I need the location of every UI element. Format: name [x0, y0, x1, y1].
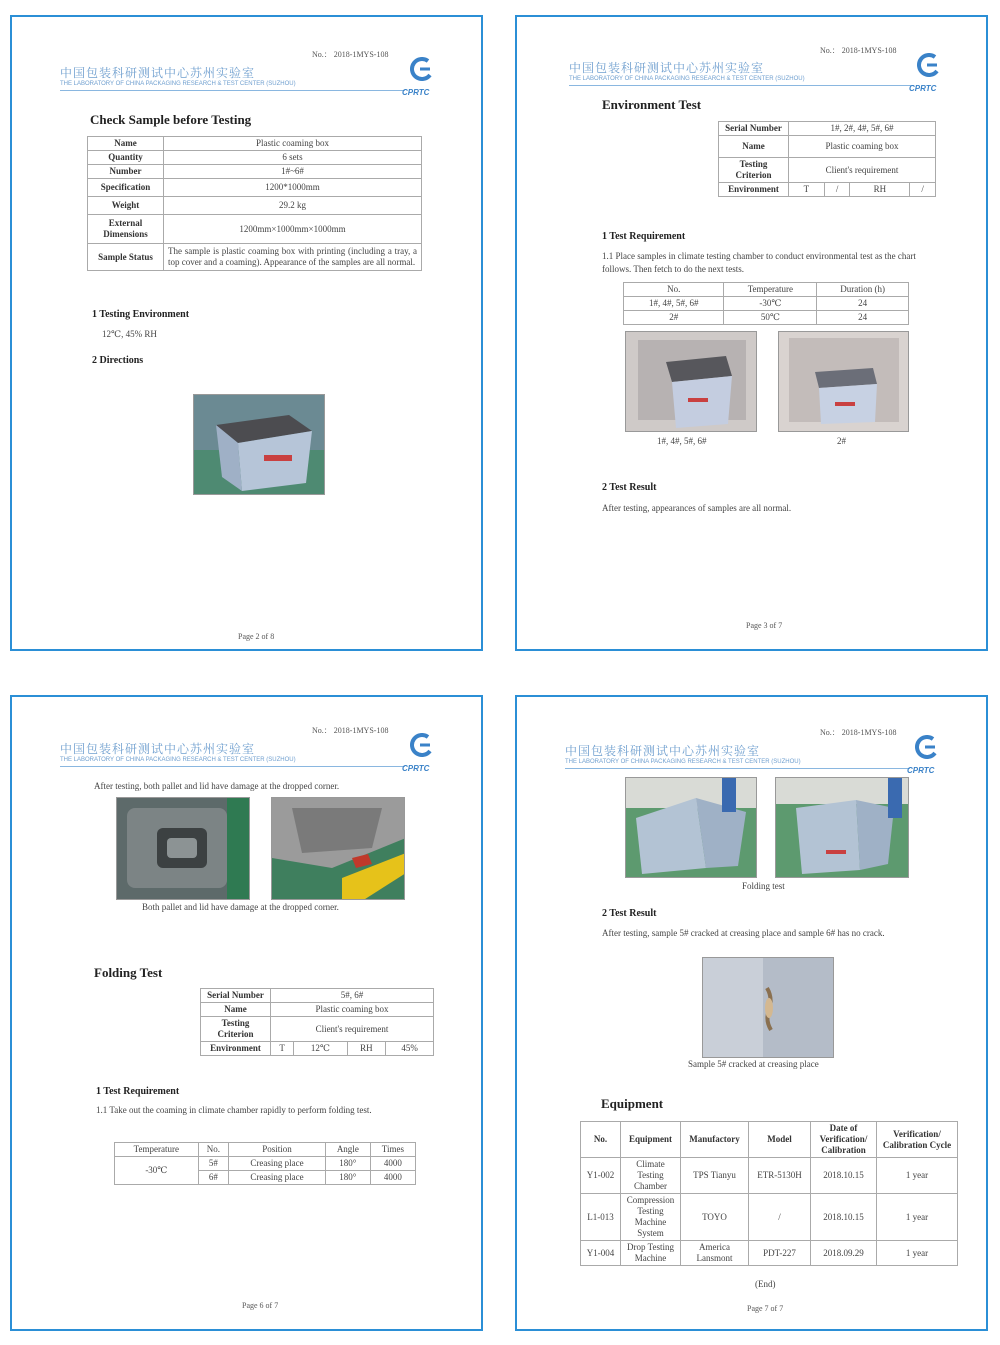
- name-value: Plastic coaming box: [164, 137, 422, 151]
- table-cell: 24: [817, 311, 909, 325]
- environment-label: Environment: [201, 1042, 271, 1056]
- condition-table: [623, 282, 909, 325]
- cprtc-logo: [402, 57, 442, 97]
- table-cell: Creasing place: [229, 1171, 326, 1185]
- requirement-text: 1.1 Place samples in climate testing chamber to conduct environmental test as the chart follows. Then fetch to do the next tests.: [602, 251, 916, 274]
- report-page-2: [10, 15, 483, 651]
- table-row: [88, 137, 422, 151]
- criterion-label: Testing Criterion: [719, 158, 789, 183]
- page-footer: Page 3 of 7: [746, 621, 783, 630]
- name-label: Name: [88, 137, 164, 151]
- section-heading-directions: 2 Directions: [92, 355, 144, 366]
- lab-name-en: THE LABORATORY OF CHINA PACKAGING RESEARCH & TEST CENTER (SUZHOU): [60, 757, 296, 763]
- table-row: [88, 165, 422, 179]
- report-page-7: [515, 695, 988, 1331]
- cprtc-logo-icon: [907, 735, 947, 767]
- temperature-cell: -30℃: [115, 1157, 199, 1185]
- lab-name-en: THE LABORATORY OF CHINA PACKAGING RESEARCH & TEST CENTER (SUZHOU): [569, 76, 805, 82]
- page-footer: Page 2 of 8: [238, 632, 275, 641]
- chamber-photo-cold: [625, 331, 757, 432]
- table-row: [719, 136, 936, 158]
- table-cell: 2018.10.15: [811, 1158, 877, 1194]
- table-cell: 2018.09.29: [811, 1241, 877, 1266]
- page-footer: Page 7 of 7: [747, 1304, 784, 1313]
- cprtc-logo: [907, 735, 947, 775]
- rh-value: 45%: [386, 1042, 434, 1056]
- report-number: No.： 2018-1MYS-108: [820, 46, 897, 55]
- table-cell: 1 year: [877, 1158, 958, 1194]
- lab-name-en: THE LABORATORY OF CHINA PACKAGING RESEARCH & TEST CENTER (SUZHOU): [565, 759, 801, 765]
- environment-label: Environment: [719, 183, 789, 197]
- table-row: [581, 1241, 958, 1266]
- logo-text: CPRTC: [909, 84, 937, 93]
- t-value: /: [824, 183, 850, 197]
- weight-value: 29.2 kg: [164, 197, 422, 215]
- table-cell: 24: [817, 297, 909, 311]
- table-row: [201, 989, 434, 1003]
- table-row: [719, 122, 936, 136]
- column-header: Temperature: [115, 1143, 199, 1157]
- damage-photo-caption: Both pallet and lid have damage at the dropped corner.: [142, 902, 339, 912]
- table-cell: TPS Tianyu: [681, 1158, 749, 1194]
- photo-caption-left: 1#, 4#, 5#, 6#: [657, 436, 707, 446]
- chamber-photo-hot: [778, 331, 909, 432]
- table-row: [88, 197, 422, 215]
- table-cell: Y1-004: [581, 1241, 621, 1266]
- column-header: Manufactory: [681, 1122, 749, 1158]
- table-row: [201, 1017, 434, 1042]
- column-header: Temperature: [724, 283, 817, 297]
- logo-text: CPRTC: [907, 766, 935, 775]
- table-cell: 2#: [624, 311, 724, 325]
- report-page-3: [515, 15, 988, 651]
- lab-name-cn: 中国包装科研测试中心苏州实验室: [565, 744, 761, 758]
- table-row: [201, 1042, 434, 1056]
- page-footer: Page 6 of 7: [242, 1301, 279, 1310]
- criterion-value: Client's requirement: [789, 158, 936, 183]
- cprtc-logo-icon: [909, 53, 949, 85]
- table-cell: 6#: [198, 1171, 228, 1185]
- end-marker: (End): [755, 1279, 776, 1289]
- column-header: Date of Verification/ Calibration: [811, 1122, 877, 1158]
- cprtc-logo: [402, 733, 442, 773]
- criterion-value: Client's requirement: [271, 1017, 434, 1042]
- serial-value: 1#, 2#, 4#, 5#, 6#: [789, 122, 936, 136]
- rh-value: /: [910, 183, 936, 197]
- crack-photo-caption: Sample 5# cracked at creasing place: [688, 1059, 819, 1069]
- table-cell: 180°: [325, 1171, 370, 1185]
- status-value: The sample is plastic coaming box with printing (including a tray, a top cover and a coaming). Appearance of the samples are all normal.: [164, 244, 422, 271]
- name-label: Name: [201, 1003, 271, 1017]
- column-header: Verification/ Calibration Cycle: [877, 1122, 958, 1158]
- cprtc-logo-icon: [402, 733, 442, 765]
- table-row: [88, 179, 422, 197]
- table-cell: TOYO: [681, 1194, 749, 1241]
- table-row: [624, 297, 909, 311]
- serial-label: Serial Number: [201, 989, 271, 1003]
- sample-info-table: [718, 121, 936, 197]
- table-row: [115, 1157, 416, 1171]
- folding-photo-left: [625, 777, 757, 878]
- column-header: Duration (h): [817, 283, 909, 297]
- t-value: 12℃: [294, 1042, 347, 1056]
- requirement-text: 1.1 Take out the coaming in climate chamber rapidly to perform folding test.: [96, 1105, 372, 1115]
- section-heading-requirement: 1 Test Requirement: [96, 1086, 180, 1097]
- table-row: [88, 215, 422, 244]
- lid-damage-photo: [271, 797, 405, 900]
- status-label: Sample Status: [88, 244, 164, 271]
- table-cell: 4000: [370, 1171, 415, 1185]
- equipment-title: Equipment: [601, 1096, 664, 1111]
- table-cell: 5#: [198, 1157, 228, 1171]
- dimensions-value: 1200mm×1000mm×1000mm: [164, 215, 422, 244]
- logo-text: CPRTC: [402, 764, 430, 773]
- page-title: Folding Test: [94, 965, 163, 980]
- name-label: Name: [719, 136, 789, 158]
- table-cell: Climate Testing Chamber: [621, 1158, 681, 1194]
- table-header-row: [624, 283, 909, 297]
- quantity-label: Quantity: [88, 151, 164, 165]
- spec-label: Specification: [88, 179, 164, 197]
- table-cell: /: [749, 1194, 811, 1241]
- name-value: Plastic coaming box: [271, 1003, 434, 1017]
- cprtc-logo: [909, 53, 949, 93]
- table-row: [88, 151, 422, 165]
- table-row: [88, 244, 422, 271]
- table-cell: 1#, 4#, 5#, 6#: [624, 297, 724, 311]
- report-number: No.： 2018-1MYS-108: [312, 726, 389, 735]
- table-cell: 1 year: [877, 1194, 958, 1241]
- table-row: [719, 158, 936, 183]
- report-number: No.： 2018-1MYS-108: [312, 50, 389, 59]
- page-title: Check Sample before Testing: [90, 112, 252, 127]
- report-page-6: [10, 695, 483, 1331]
- table-cell: 2018.10.15: [811, 1194, 877, 1241]
- table-cell: Creasing place: [229, 1157, 326, 1171]
- criterion-label: Testing Criterion: [201, 1017, 271, 1042]
- column-header: No.: [198, 1143, 228, 1157]
- table-header-row: [581, 1122, 958, 1158]
- column-header: Position: [229, 1143, 326, 1157]
- table-cell: Drop Testing Machine: [621, 1241, 681, 1266]
- section-heading-environment: 1 Testing Environment: [92, 309, 190, 320]
- section-heading-result: 2 Test Result: [602, 482, 657, 493]
- table-row: [581, 1194, 958, 1241]
- sample-photo: [193, 394, 325, 495]
- table-row: [719, 183, 936, 197]
- lab-name-cn: 中国包装科研测试中心苏州实验室: [569, 61, 765, 75]
- header-rule: [569, 85, 914, 86]
- table-row: [581, 1158, 958, 1194]
- page-title: Environment Test: [602, 97, 702, 112]
- crack-photo: [702, 957, 834, 1058]
- number-value: 1#~6#: [164, 165, 422, 179]
- folding-table: [114, 1142, 416, 1185]
- column-header: Times: [370, 1143, 415, 1157]
- table-cell: Compression Testing Machine System: [621, 1194, 681, 1241]
- t-label: T: [789, 183, 825, 197]
- header-rule: [60, 766, 405, 767]
- table-cell: PDT-227: [749, 1241, 811, 1266]
- result-text: After testing, appearances of samples are all normal.: [602, 503, 792, 513]
- damage-intro-text: After testing, both pallet and lid have damage at the dropped corner.: [94, 781, 340, 791]
- pallet-damage-photo: [116, 797, 250, 900]
- table-cell: Y1-002: [581, 1158, 621, 1194]
- serial-value: 5#, 6#: [271, 989, 434, 1003]
- equipment-table: [580, 1121, 958, 1266]
- name-value: Plastic coaming box: [789, 136, 936, 158]
- photo-caption-right: 2#: [837, 436, 846, 446]
- table-row: [624, 311, 909, 325]
- column-header: No.: [624, 283, 724, 297]
- table-header-row: [115, 1143, 416, 1157]
- sample-info-table: [200, 988, 434, 1056]
- dimensions-label: External Dimensions: [88, 215, 164, 244]
- table-row: [201, 1003, 434, 1017]
- report-number: No.： 2018-1MYS-108: [820, 728, 897, 737]
- column-header: Model: [749, 1122, 811, 1158]
- lab-name-cn: 中国包装科研测试中心苏州实验室: [60, 66, 256, 80]
- result-text: After testing, sample 5# cracked at creasing place and sample 6# has no crack.: [602, 928, 885, 938]
- weight-label: Weight: [88, 197, 164, 215]
- quantity-value: 6 sets: [164, 151, 422, 165]
- t-label: T: [271, 1042, 294, 1056]
- table-cell: 180°: [325, 1157, 370, 1171]
- lab-name-en: THE LABORATORY OF CHINA PACKAGING RESEARCH & TEST CENTER (SUZHOU): [60, 81, 296, 87]
- folding-photo-caption: Folding test: [742, 881, 785, 891]
- table-cell: -30℃: [724, 297, 817, 311]
- table-cell: America Lansmont: [681, 1241, 749, 1266]
- section-heading-requirement: 1 Test Requirement: [602, 231, 686, 242]
- column-header: No.: [581, 1122, 621, 1158]
- folding-photo-right: [775, 777, 909, 878]
- table-cell: 4000: [370, 1157, 415, 1171]
- column-header: Equipment: [621, 1122, 681, 1158]
- number-label: Number: [88, 165, 164, 179]
- table-cell: 1 year: [877, 1241, 958, 1266]
- environment-value: 12℃, 45% RH: [102, 329, 157, 339]
- header-rule: [60, 90, 405, 91]
- serial-label: Serial Number: [719, 122, 789, 136]
- spec-value: 1200*1000mm: [164, 179, 422, 197]
- lab-name-cn: 中国包装科研测试中心苏州实验室: [60, 742, 256, 756]
- logo-text: CPRTC: [402, 88, 430, 97]
- sample-table: [87, 136, 422, 271]
- section-heading-result: 2 Test Result: [602, 908, 657, 919]
- rh-label: RH: [850, 183, 910, 197]
- table-cell: L1-013: [581, 1194, 621, 1241]
- header-rule: [565, 768, 910, 769]
- rh-label: RH: [347, 1042, 386, 1056]
- table-cell: 50℃: [724, 311, 817, 325]
- cprtc-logo-icon: [402, 57, 442, 89]
- table-cell: ETR-5130H: [749, 1158, 811, 1194]
- column-header: Angle: [325, 1143, 370, 1157]
